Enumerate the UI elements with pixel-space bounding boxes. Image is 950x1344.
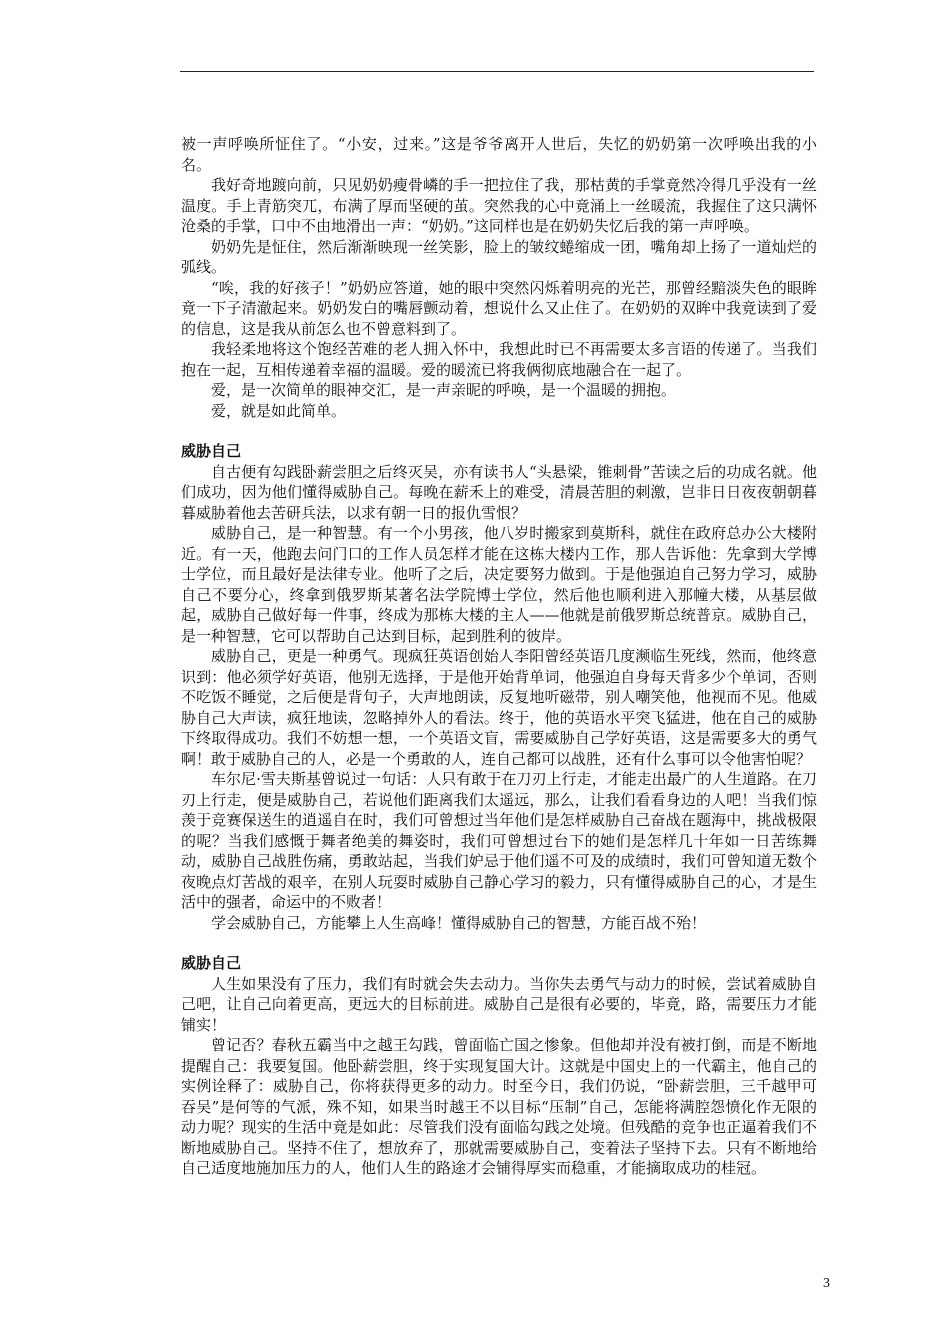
paragraph: 自古便有勾践卧薪尝胆之后终灭吴，亦有读书人“头悬梁，锥刺骨”苦读之后的功成名就。他们成功，因为他们懂得威胁自己。每晚在薪禾上的难受，清晨苦胆的刺激，岂非日日夜夜朝朝暮暮威胁着他去苦研兵法，以求有朝一日的报仇雪恨？ bbox=[181, 462, 817, 522]
section-gap bbox=[181, 421, 817, 441]
paragraph: 我轻柔地将这个饱经苦难的老人拥入怀中，我想此时已不再需要太多言语的传递了。当我们抱在一起，互相传递着幸福的温暖。爱的暖流已将我俩彻底地融合在一起了。 bbox=[181, 340, 817, 379]
header-rule bbox=[180, 71, 814, 72]
paragraph: 威胁自己，是一种智慧。有一个小男孩，他八岁时搬家到莫斯科，就住在政府总办公大楼附近。有一天，他跑去问门口的工作人员怎样才能在这栋大楼内工作，那人告诉他：先拿到大学博士学位，而且最好是法律专业。他听了之后，决定要努力做到。于是他强迫自己努力学习，威胁自己不要分心，终拿到俄罗斯某著名法学院博士学位，然后他也顺利进入那幢大楼，从基层做起，威胁自己做好每一件事，终成为那栋大楼的主人——他就是前俄罗斯总统普京。威胁自己，是一种智慧，它可以帮助自己达到目标，起到胜利的彼岸。 bbox=[181, 524, 817, 645]
paragraph: 车尔尼·雪夫斯基曾说过一句话：人只有敢于在刀刃上行走，才能走出最广的人生道路。在刀刃上行走，便是威胁自己，若说他们距离我们太遥远，那么，让我们看看身边的人吧！当我们惊羡于竞赛保送生的逍遥自在时，我们可曾想过当年他们是怎样威胁自己奋战在题海中，挑战极限的呢？当我们感慨于舞者绝美的舞姿时，我们可曾想过台下的她们是怎样几十年如一日苦练舞动，威胁自己战胜伤痛，勇敢站起，当我们妒忌于他们遥不可及的成绩时，我们可曾知道无数个夜晚点灯苦战的艰辛，在别人玩耍时威胁自己静心学习的毅力，只有懂得威胁自己的心，才是生活中的强者，命运中的不败者！ bbox=[181, 770, 817, 911]
paragraph: 被一声呼唤所怔住了。“小安，过来。”这是爷爷离开人世后，失忆的奶奶第一次呼唤出我的小名。 bbox=[181, 135, 817, 174]
paragraph: 学会威胁自己，方能攀上人生高峰！懂得威胁自己的智慧，方能百战不殆！ bbox=[211, 913, 707, 932]
paragraph: 爱，就是如此简单。 bbox=[211, 401, 347, 420]
body-text bbox=[181, 134, 817, 1179]
section-gap bbox=[181, 933, 817, 953]
page-number: 3 bbox=[823, 1276, 830, 1291]
paragraph: “唉，我的好孩子！”奶奶应答道，她的眼中突然闪烁着明亮的光芒，那曾经黯淡失色的眼眸竟一下子清澈起来。奶奶发白的嘴唇颤动着，想说什么又止住了。在奶奶的双眸中我竟读到了爱的信息，这是我从前怎么也不曾意料到了。 bbox=[181, 278, 817, 338]
paragraph: 爱，是一次简单的眼神交汇，是一声亲昵的呼唤，是一个温暖的拥抱。 bbox=[211, 381, 677, 399]
paragraph: 我好奇地踱向前，只见奶奶瘦骨嶙的手一把拉住了我，那枯黄的手掌竟然冷得几乎没有一丝温度。手上青筋突兀，布满了厚而坚硬的茧。突然我的心中竟涌上一丝暖流，我握住了这只满怀沧桑的手掌，口中不由地滑出一声：“奶奶。”这同样也是在奶奶失忆后我的第一声呼唤。 bbox=[181, 176, 817, 235]
paragraph: 人生如果没有了压力，我们有时就会失去动力。当你失去勇气与动力的时候，尝试着威胁自己吧，让自己向着更高，更远大的目标前进。威胁自己是很有必要的，毕竟，路，需要压力才能铺实！ bbox=[181, 974, 817, 1034]
paragraph: 威胁自己，更是一种勇气。现疯狂英语创始人李阳曾经英语几度濒临生死线，然而，他终意识到：他必须学好英语，他别无选择，于是他开始背单词，他强迫自身每天背多少个单词，否则不吃饭不睡觉，之后便是背句子，大声地朗读，反复地听磁带，别人嘲笑他，他视而不见。他威胁自己大声读，疯狂地读，忽略掉外人的看法。终于，他的英语水平突飞猛进，他在自己的威胁下终取得成功。我们不妨想一想，一个英语文盲，需要威胁自己学好英语，这是需要多大的勇气啊！敢于威胁自己的人，必是一个勇敢的人，连自己都可以战胜，还有什么事可以令他害怕呢？ bbox=[181, 647, 817, 768]
section-heading: 威胁自己 bbox=[181, 954, 242, 972]
section-heading: 威胁自己 bbox=[181, 442, 242, 460]
paragraph: 奶奶先是怔住，然后渐渐映现一丝笑影，脸上的皱纹蜷缩成一团，嘴角却上扬了一道灿烂的弧线。 bbox=[181, 237, 817, 276]
paragraph: 曾记否？春秋五霸当中之越王勾践，曾面临亡国之惨象。但他却并没有被打倒，而是不断地提醒自己：我要复国。他卧薪尝胆，终于实现复国大计。这就是中国史上的一代霸主，他自己的实例诠释了：威胁自己，你将获得更多的动力。时至今日，我们仍说，“卧薪尝胆，三千越甲可吞吴”是何等的气派，殊不知，如果当时越王不以目标“压制”自己，怎能将满腔怨愤化作无限的动力呢？现实的生活中竟是如此：尽管我们没有面临勾践之处境。但残酷的竞争也正逼着我们不断地威胁自己。坚持不住了，想放弃了，那就需要威胁自己，变着法子坚持下去。只有不断地给自己适度地施加压力的人，他们人生的路途才会铺得厚实而稳重，才能摘取成功的桂冠。 bbox=[181, 1036, 817, 1177]
